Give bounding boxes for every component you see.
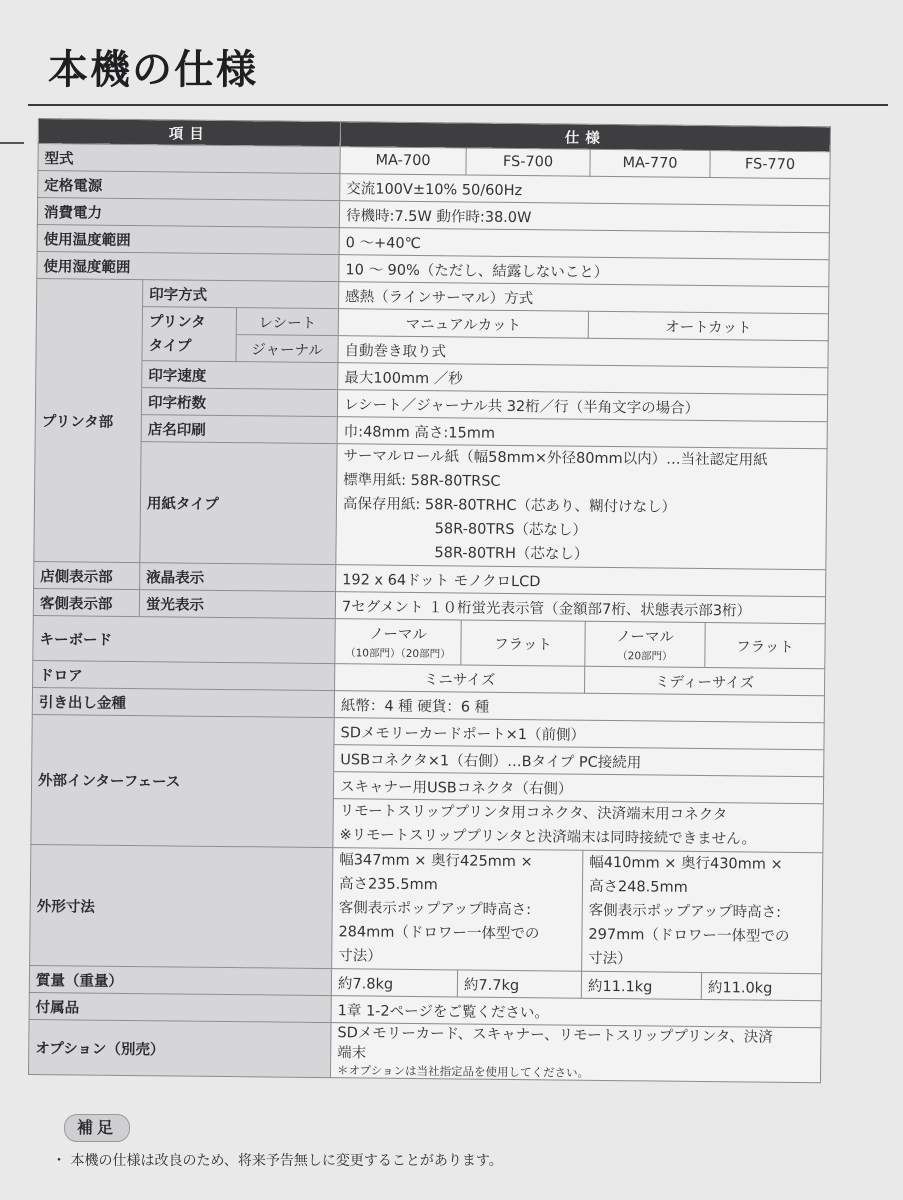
sub-label: 店名印刷 [141,415,337,444]
row-label: 外形寸法 [30,844,333,968]
table-row [34,440,827,569]
sub-label: ジャーナル [236,335,338,363]
row-value: 自動巻き取り式 [338,336,828,368]
model-cell: MA-770 [590,149,710,177]
row-value: 最大100mm ／秒 [338,363,828,395]
row-value: ミディーサイズ [585,666,825,696]
weight-cell: 約11.0kg [701,972,821,1000]
paper-line: 58R-80TRH（芯なし） [434,545,589,563]
supplement-badge: 補足 [64,1114,130,1142]
options-line: SDメモリーカード、スキャナー、リモートスリッププリンタ、決済 [337,1025,773,1046]
paper-line: 高保存用紙: 58R-80TRHC（芯あり、糊付けなし） [342,496,677,516]
margin-mark [0,142,24,144]
row-value: 1章 1-2ページをご覧ください。 [331,996,821,1028]
sub-label: 蛍光表示 [139,590,335,619]
model-cell: FS-700 [466,148,590,176]
row-label: キーボード [33,615,335,663]
dim-line: 幅347mm × 奥行425mm × [339,852,533,871]
interface-line: スキャナー用USBコネクタ（右側） [333,772,823,804]
sub-label: 印字桁数 [141,388,337,417]
row-label: 引き出し金種 [32,687,334,717]
row-value [336,444,827,570]
table-row [28,1019,821,1082]
header-item: 項目 [38,119,340,147]
keyboard-sub: （10部門）（20部門） [345,647,451,661]
row-label: 型式 [38,144,340,174]
weight-cell: 約7.7kg [457,970,581,998]
supplement-text: ・ 本機の仕様は改良のため、将来予告無しに変更することがあります。 [52,1153,503,1169]
keyboard-cell [585,621,705,667]
title-underline [28,104,888,106]
row-value: 紙幣：4 種 硬貨：6 種 [334,691,824,723]
weight-cell: 約7.8kg [331,969,457,997]
keyboard-sub: （20部門） [617,650,673,663]
row-value: 待機時:7.5W 動作時:38.0W [339,201,829,233]
row-label: 外部インターフェース [31,714,334,847]
printer-type-label-1: プリンタ [148,313,206,331]
spec-table [28,118,831,1083]
row-label: プリンタ部 [34,278,143,562]
paper-line: サーマルロール紙（幅58mm×外径80mm以内）…当社認定用紙 [343,448,768,469]
row-value [330,1023,821,1083]
options-note: ＊オプションは当社指定品を使用してください。 [336,1063,590,1080]
header-spec: 仕様 [340,122,830,152]
row-value: 巾:48mm 高さ:15mm [337,417,827,449]
row-value: 10 ～ 90%（ただし、結露しないこと） [339,255,829,287]
dim-line: 寸法） [588,950,632,968]
row-label: オプション（別売） [28,1019,331,1077]
dim-line: 寸法） [338,948,382,965]
row-value: 192 x 64ドット モノクロLCD [336,565,826,597]
page-title: 本機の仕様 [48,47,258,93]
row-label: 店側表示部 [34,561,140,589]
model-cell: MA-700 [340,147,466,175]
sub-label: レシート [236,308,338,336]
interface-note: ※リモートスリッププリンタと決済端末は同時接続できません。 [339,827,757,848]
weight-cell: 約11.1kg [581,971,701,999]
table-row [30,844,823,973]
printer-type-label-2: タイプ [148,337,192,355]
sub-label: 印字方式 [143,280,339,309]
row-value: ミニサイズ [335,664,585,694]
row-label: ドロア [33,660,335,690]
dimensions-right [582,850,823,974]
row-value: マニュアルカット [338,309,588,339]
dim-line: 284mm（ドロワー一体型での [338,924,540,943]
row-value: 交流100V±10% 50/60Hz [340,174,830,206]
row-label: 使用温度範囲 [37,224,339,254]
sub-label: 用紙タイプ [140,442,337,565]
sub-label: 印字速度 [142,361,338,390]
interface-connector-line: リモートスリッププリンタ用コネクタ、決済端末用コネクタ [339,803,728,824]
dim-line: 客側表示ポップアップ時高さ: [338,900,532,919]
interface-line: SDメモリーカードポート×1（前側） [334,718,824,750]
keyboard-type: ノーマル [369,626,427,644]
dim-line: 高さ235.5mm [338,876,438,894]
row-label: 付属品 [29,992,331,1022]
interface-line [333,799,823,853]
interface-line: USBコネクタ×1（右側）…Bタイプ PC接続用 [334,745,824,777]
row-label: 消費電力 [37,198,339,228]
dim-line: 297mm（ドロワー一体型での [588,926,790,945]
row-value: 感熱（ラインサーマル）方式 [339,282,829,314]
row-value: 7セグメント １０桁蛍光表示管（金額部7桁、状態表示部3桁） [335,592,825,624]
dim-line: 幅410mm × 奥行430mm × [589,854,783,873]
row-label: 定格電源 [38,171,340,201]
keyboard-cell: フラット [705,623,825,669]
row-value: オートカット [588,311,828,341]
paper-line: 58R-80TRS（芯なし） [434,521,588,539]
options-line: 端末 [337,1045,367,1062]
row-label: 客側表示部 [33,588,139,616]
keyboard-type: ノーマル [616,629,674,646]
dim-line: 高さ248.5mm [588,878,688,896]
row-label: 使用湿度範囲 [37,251,339,281]
keyboard-cell: フラット [461,620,585,666]
dimensions-left [332,848,583,972]
paper-line: 標準用紙: 58R-80TRSC [343,472,501,490]
model-cell: FS-770 [710,151,830,179]
row-value: レシート／ジャーナル共 32桁／行（半角文字の場合） [337,390,827,422]
row-label: 質量（重量） [29,965,331,995]
dim-line: 客側表示ポップアップ時高さ: [588,902,782,921]
keyboard-cell [335,619,461,665]
sub-label: 液晶表示 [140,563,336,592]
row-value: 0 ～+40℃ [339,228,829,260]
sub-label [142,307,237,362]
